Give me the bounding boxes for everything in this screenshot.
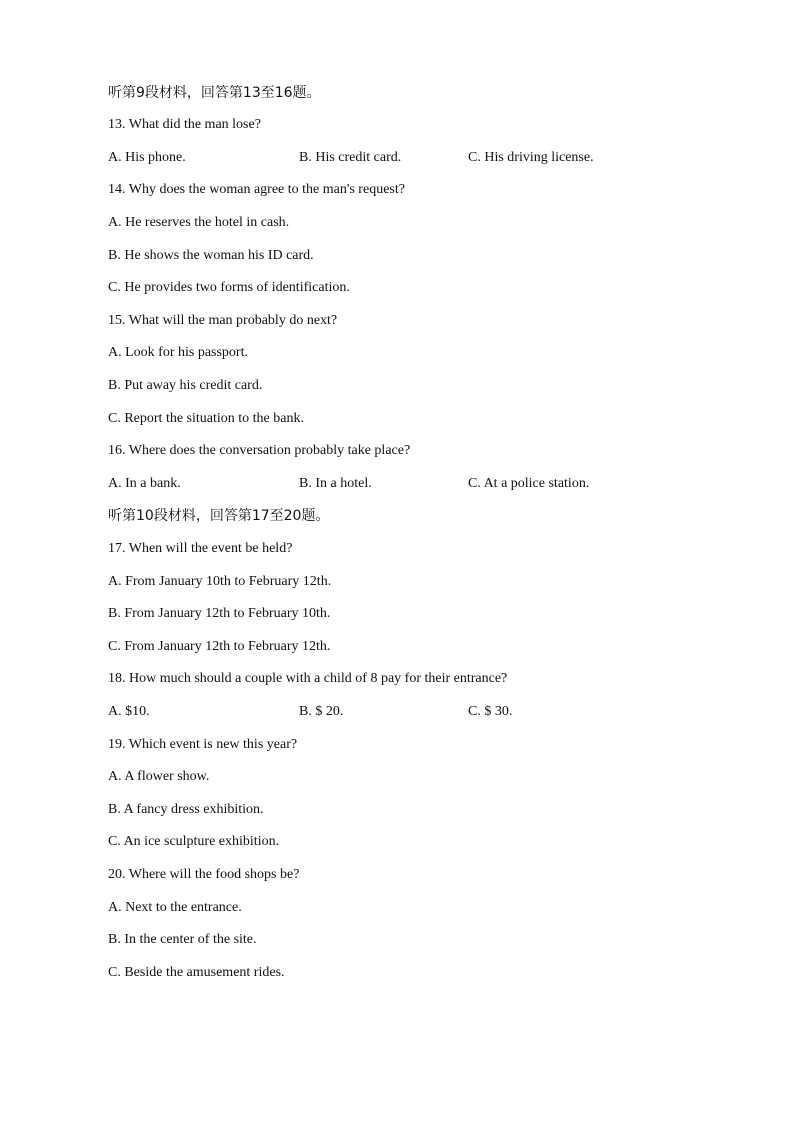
option-c: C. $ 30.	[468, 704, 513, 719]
option-c: C. Beside the amusement rides.	[108, 965, 285, 980]
question-stem: 19. Which event is new this year?	[108, 737, 298, 752]
option-a: A. A flower show.	[108, 769, 210, 784]
section-title: 听第9段材料，回答第13至16题。	[108, 85, 321, 101]
option-b: B. From January 12th to February 10th.	[108, 606, 331, 621]
question-stem: 17. When will the event be held?	[108, 541, 293, 556]
option-a: A. He reserves the hotel in cash.	[108, 215, 290, 230]
option-b: B. In the center of the site.	[108, 932, 257, 947]
option-c: C. Report the situation to the bank.	[108, 411, 304, 426]
option-a: A. Look for his passport.	[108, 345, 248, 360]
question-stem: 15. What will the man probably do next?	[108, 313, 338, 328]
question-stem: 16. Where does the conversation probably take place?	[108, 443, 411, 458]
option-c: C. From January 12th to February 12th.	[108, 639, 331, 654]
option-a: A. In a bank.	[108, 476, 181, 491]
option-b: B. A fancy dress exhibition.	[108, 802, 264, 817]
option-c: C. He provides two forms of identification.	[108, 280, 350, 295]
question-stem: 13. What did the man lose?	[108, 117, 261, 132]
option-c: C. An ice sculpture exhibition.	[108, 834, 280, 849]
option-b: B. He shows the woman his ID card.	[108, 248, 314, 263]
option-a: A. His phone.	[108, 150, 186, 165]
option-b: B. Put away his credit card.	[108, 378, 263, 393]
option-b: B. $ 20.	[299, 704, 344, 719]
option-a: A. $10.	[108, 704, 150, 719]
option-a: A. From January 10th to February 12th.	[108, 574, 332, 589]
question-stem: 20. Where will the food shops be?	[108, 867, 300, 882]
option-c: C. At a police station.	[468, 476, 590, 491]
option-b: B. His credit card.	[299, 150, 402, 165]
section-title: 听第10段材料，回答第17至20题。	[108, 508, 330, 524]
option-c: C. His driving license.	[468, 150, 594, 165]
question-stem: 18. How much should a couple with a child of 8 pay for their entrance?	[108, 671, 508, 686]
option-b: B. In a hotel.	[299, 476, 372, 491]
question-stem: 14. Why does the woman agree to the man's request?	[108, 182, 405, 197]
option-a: A. Next to the entrance.	[108, 900, 242, 915]
